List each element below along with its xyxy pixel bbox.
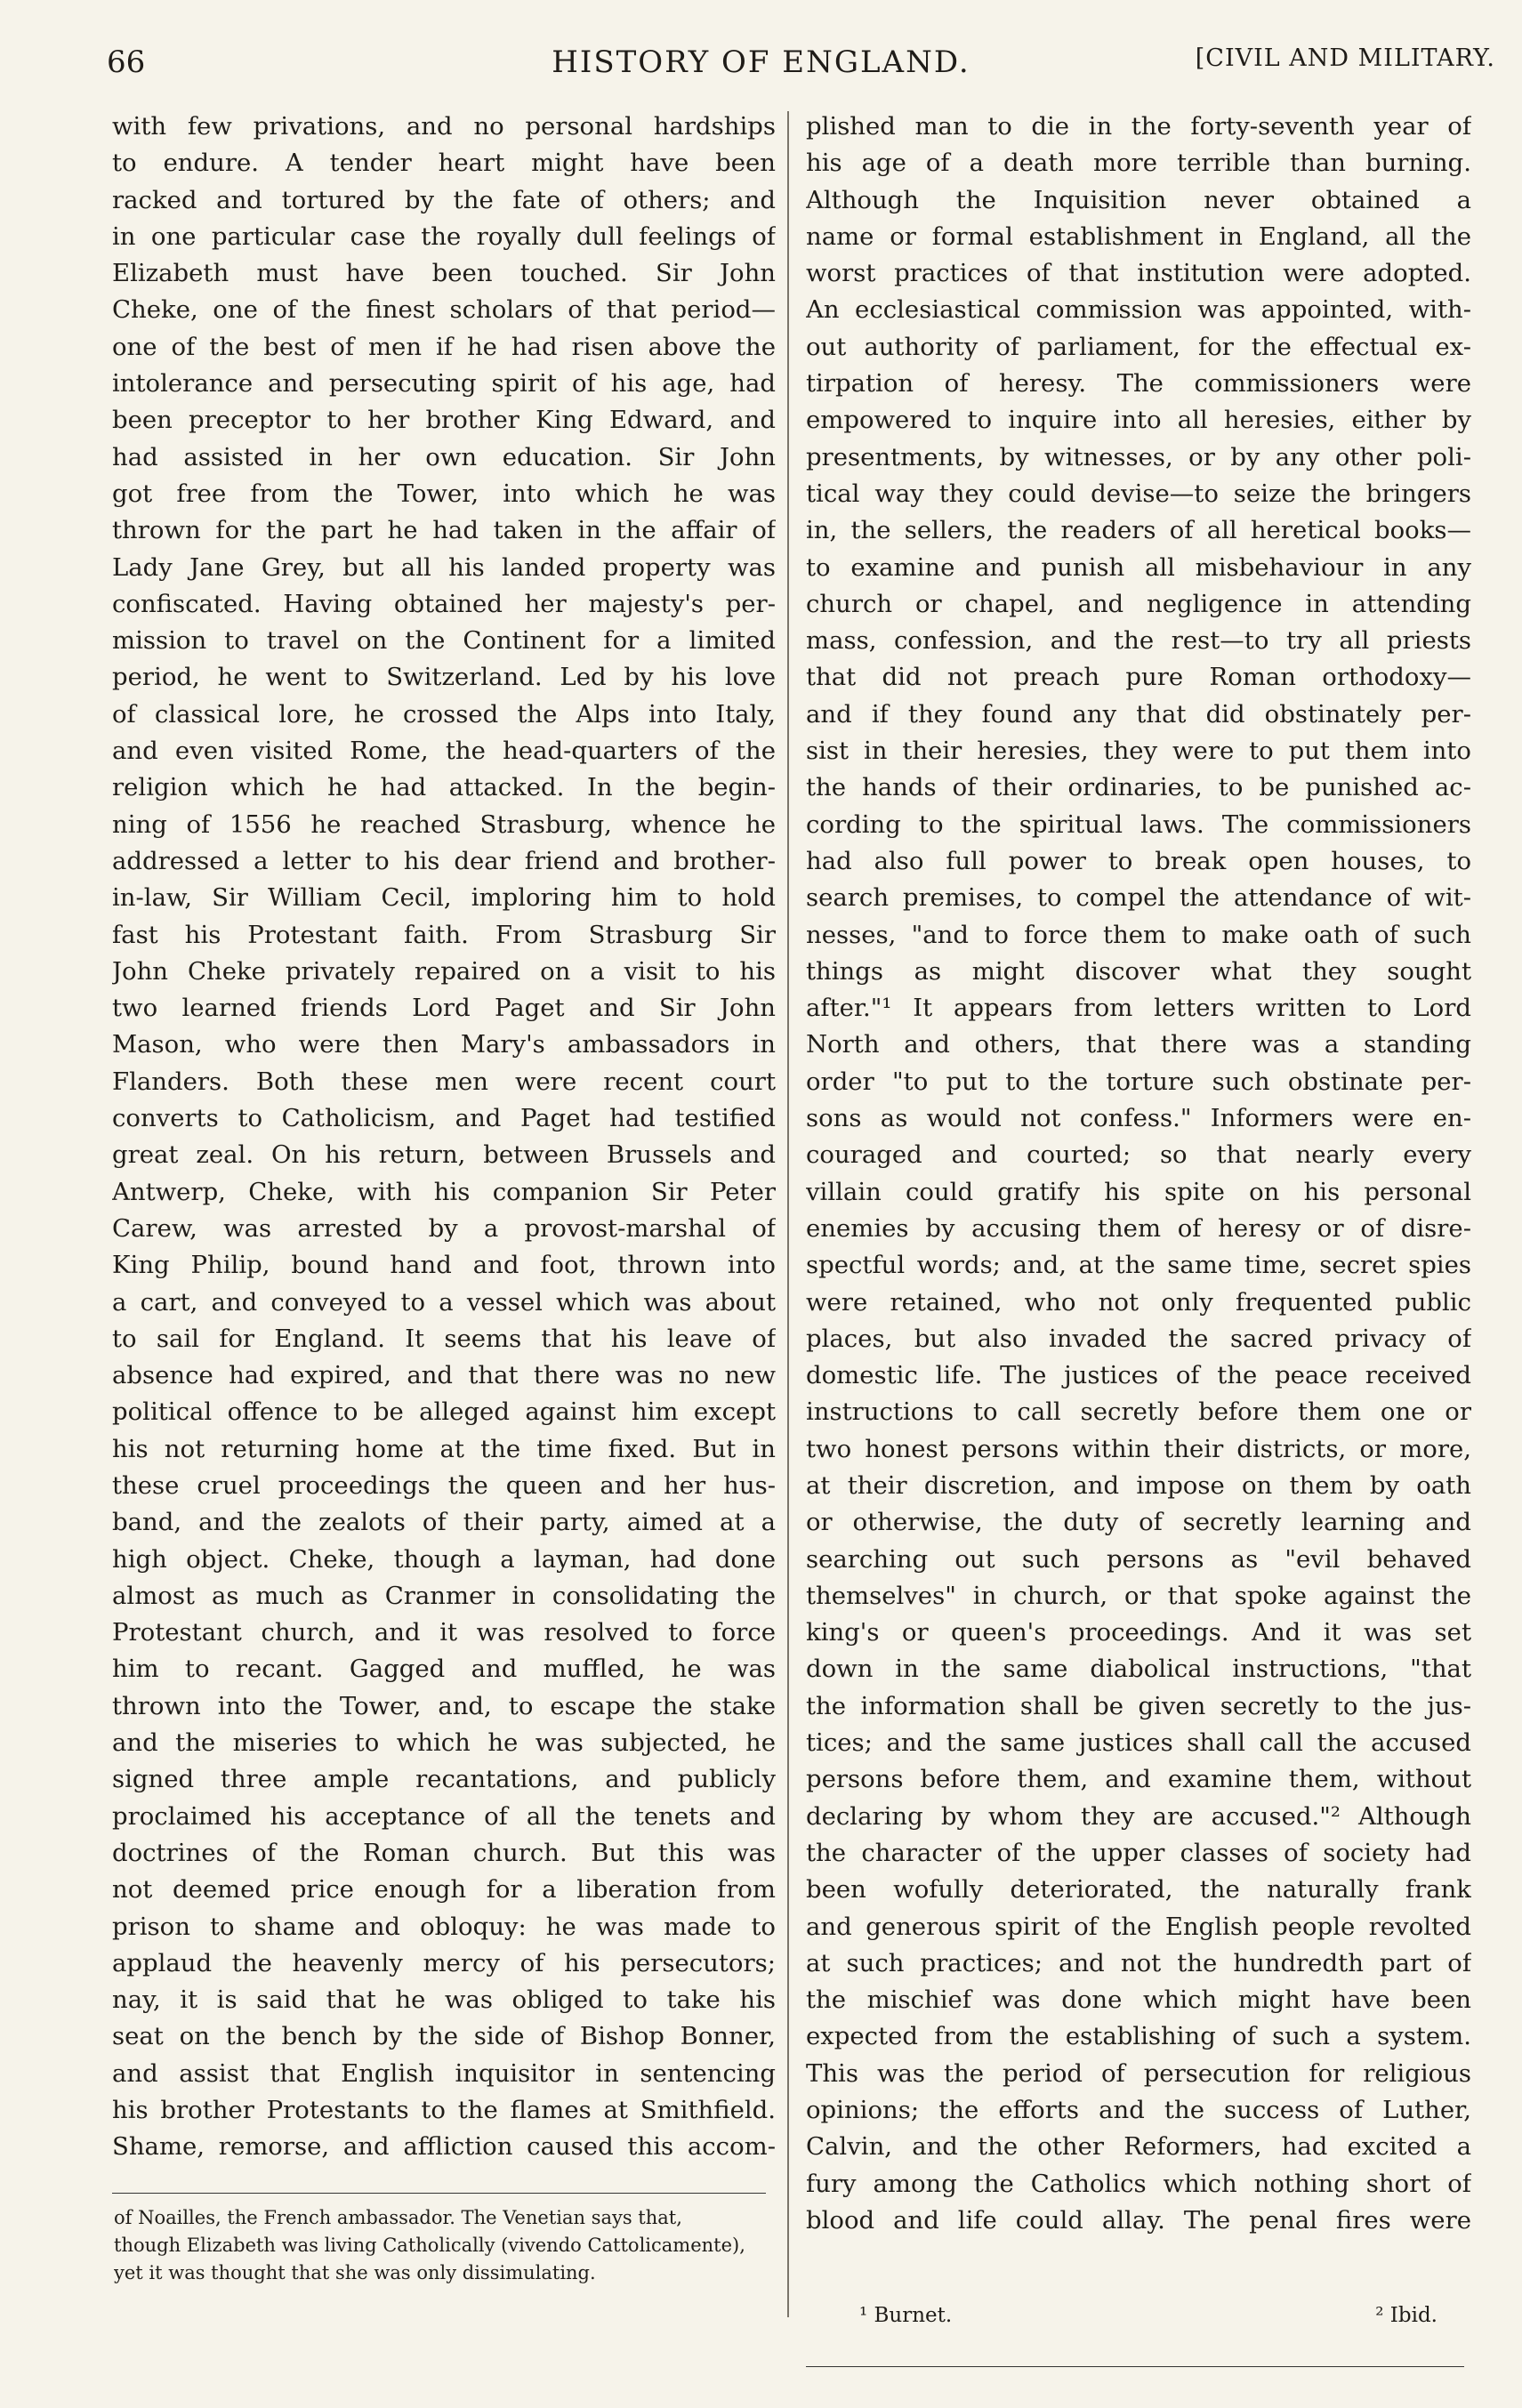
text-line: domestic life. The justices of the peace received bbox=[806, 1361, 1471, 1390]
text-line: his brother Protestants to the flames at Smithfield. bbox=[112, 2096, 776, 2125]
footnotes-right bbox=[806, 2304, 1464, 2340]
footnote-line: of Noailles, the French ambassador. The Venetian says that, bbox=[114, 2207, 682, 2228]
text-line: spectful words; and, at the same time, secret spies bbox=[806, 1251, 1471, 1280]
text-line: order "to put to the torture such obstinate per- bbox=[806, 1067, 1471, 1096]
text-line: been preceptor to her brother King Edward, and bbox=[112, 406, 776, 435]
text-line: king's or queen's proceedings. And it was set bbox=[806, 1618, 1471, 1647]
text-line: Cheke, one of the finest scholars of that period— bbox=[112, 295, 776, 325]
text-line: great zeal. On his return, between Brussels and bbox=[112, 1140, 776, 1170]
text-line: themselves" in church, or that spoke against the bbox=[806, 1581, 1471, 1610]
text-line: had also full power to break open houses, to bbox=[806, 846, 1471, 875]
text-line: Antwerp, Cheke, with his companion Sir Peter bbox=[112, 1177, 776, 1206]
text-line: declaring by whom they are accused."² Although bbox=[806, 1801, 1471, 1831]
page-number: 66 bbox=[107, 44, 146, 80]
text-line: a cart, and conveyed to a vessel which was about bbox=[112, 1287, 776, 1317]
text-line: and assist that English inquisitor in sentencing bbox=[112, 2058, 776, 2088]
text-line: searching out such persons as "evil behaved bbox=[806, 1544, 1471, 1574]
text-line: doctrines of the Roman church. But this was bbox=[112, 1838, 776, 1867]
text-line: of classical lore, he crossed the Alps into Italy, bbox=[112, 699, 776, 729]
text-line: sons as would not confess." Informers were en- bbox=[806, 1104, 1471, 1133]
text-line: with few privations, and no personal hardships bbox=[112, 112, 776, 141]
text-line: and the miseries to which he was subjected, he bbox=[112, 1728, 776, 1758]
text-line: addressed a letter to his dear friend and brother- bbox=[112, 846, 776, 875]
text-line: Calvin, and the other Reformers, had excited a bbox=[806, 2132, 1471, 2162]
text-line: fast his Protestant faith. From Strasburg Sir bbox=[112, 920, 776, 949]
text-line: to sail for England. It seems that his leave of bbox=[112, 1324, 776, 1353]
text-line: applaud the heavenly mercy of his persecutors; bbox=[112, 1948, 776, 1977]
text-line: his not returning home at the time fixed. But in bbox=[112, 1434, 776, 1463]
text-line: mass, confession, and the rest—to try all priests bbox=[806, 626, 1471, 656]
text-line: down in the same diabolical instructions, "that bbox=[806, 1655, 1471, 1684]
text-line: cording to the spiritual laws. The commissioners bbox=[806, 809, 1471, 839]
text-line: sist in their heresies, they were to put them into bbox=[806, 737, 1471, 766]
text-line: instructions to call secretly before them one or bbox=[806, 1397, 1471, 1427]
text-line: tices; and the same justices shall call the accused bbox=[806, 1728, 1471, 1758]
text-line: thrown into the Tower, and, to escape the stake bbox=[112, 1691, 776, 1720]
text-line: had assisted in her own education. Sir John bbox=[112, 442, 776, 471]
text-line: been wofully deteriorated, the naturally frank bbox=[806, 1875, 1471, 1905]
text-line: enemies by accusing them of heresy or of disre- bbox=[806, 1213, 1471, 1243]
text-line: at such practices; and not the hundredth part of bbox=[806, 1948, 1471, 1977]
text-line: blood and life could allay. The penal fires were bbox=[806, 2205, 1471, 2235]
text-line: North and others, that there was a standing bbox=[806, 1030, 1471, 1059]
footnote-line: yet it was thought that she was only dissimulating. bbox=[114, 2262, 596, 2283]
text-line: signed three ample recantations, and publicly bbox=[112, 1765, 776, 1794]
footnote-1: ¹ Burnet. bbox=[859, 2304, 953, 2327]
text-line: the mischief was done which might have been bbox=[806, 1985, 1471, 2015]
text-line: two learned friends Lord Paget and Sir John bbox=[112, 994, 776, 1023]
running-header bbox=[0, 44, 1522, 80]
text-line: not deemed price enough for a liberation from bbox=[112, 1875, 776, 1905]
text-line: search premises, to compel the attendance of wit- bbox=[806, 883, 1471, 913]
text-line: name or formal establishment in England, all the bbox=[806, 221, 1471, 251]
text-line: almost as much as Cranmer in consolidating the bbox=[112, 1581, 776, 1610]
text-line: his age of a death more terrible than burning. bbox=[806, 149, 1471, 178]
text-line: and generous spirit of the English people revolted bbox=[806, 1912, 1471, 1941]
text-line: proclaimed his acceptance of all the tenets and bbox=[112, 1801, 776, 1831]
text-line: Lady Jane Grey, but all his landed property was bbox=[112, 552, 776, 582]
text-line: confiscated. Having obtained her majesty's per- bbox=[112, 589, 776, 618]
text-line: were retained, who not only frequented public bbox=[806, 1287, 1471, 1317]
text-line: Flanders. Both these men were recent court bbox=[112, 1067, 776, 1096]
text-line: ning of 1556 he reached Strasburg, whence he bbox=[112, 809, 776, 839]
footnote-rule-left bbox=[112, 2193, 766, 2194]
text-line: got free from the Tower, into which he was bbox=[112, 479, 776, 508]
text-line: at their discretion, and impose on them by oath bbox=[806, 1470, 1471, 1500]
text-line: nay, it is said that he was obliged to take his bbox=[112, 1985, 776, 2015]
text-line: or otherwise, the duty of secretly learning and bbox=[806, 1508, 1471, 1537]
right-column bbox=[806, 109, 1471, 2239]
text-line: him to recant. Gagged and muffled, he was bbox=[112, 1655, 776, 1684]
section-title: [CIVIL AND MILITARY. bbox=[1195, 44, 1495, 72]
text-line: Mason, who were then Mary's ambassadors in bbox=[112, 1030, 776, 1059]
text-line: empowered to inquire into all heresies, either by bbox=[806, 406, 1471, 435]
text-line: persons before them, and examine them, without bbox=[806, 1765, 1471, 1794]
text-line: out authority of parliament, for the effectual ex- bbox=[806, 332, 1471, 361]
column-divider bbox=[787, 111, 789, 2317]
text-line: and if they found any that did obstinately per- bbox=[806, 699, 1471, 729]
text-line: intolerance and persecuting spirit of his age, had bbox=[112, 369, 776, 399]
text-line: places, but also invaded the sacred privacy of bbox=[806, 1324, 1471, 1353]
text-line: the character of the upper classes of society had bbox=[806, 1838, 1471, 1867]
footnote-2: ² Ibid. bbox=[1375, 2304, 1437, 2327]
text-line: tical way they could devise—to seize the bringers bbox=[806, 479, 1471, 508]
text-line: mission to travel on the Continent for a limited bbox=[112, 626, 776, 656]
footnote-rule-right bbox=[806, 2366, 1464, 2367]
text-line: and even visited Rome, the head-quarters of the bbox=[112, 737, 776, 766]
text-line: absence had expired, and that there was no new bbox=[112, 1361, 776, 1390]
text-line: King Philip, bound hand and foot, thrown into bbox=[112, 1251, 776, 1280]
text-line: presentments, by witnesses, or by any other poli- bbox=[806, 442, 1471, 471]
text-line: Carew, was arrested by a provost-marshal of bbox=[112, 1213, 776, 1243]
text-line: prison to shame and obloquy: he was made to bbox=[112, 1912, 776, 1941]
text-line: Protestant church, and it was resolved to force bbox=[112, 1618, 776, 1647]
text-line: to endure. A tender heart might have been bbox=[112, 149, 776, 178]
text-line: An ecclesiastical commission was appointed, with- bbox=[806, 295, 1471, 325]
text-line: in-law, Sir William Cecil, imploring him to hold bbox=[112, 883, 776, 913]
text-line: in, the sellers, the readers of all heretical books— bbox=[806, 516, 1471, 545]
text-line: two honest persons within their districts, or more, bbox=[806, 1434, 1471, 1463]
text-line: converts to Catholicism, and Paget had testified bbox=[112, 1104, 776, 1133]
text-line: the information shall be given secretly to the jus- bbox=[806, 1691, 1471, 1720]
left-column bbox=[112, 109, 776, 2166]
text-line: expected from the establishing of such a system. bbox=[806, 2022, 1471, 2051]
text-line: seat on the bench by the side of Bishop Bonner, bbox=[112, 2022, 776, 2051]
text-line: Shame, remorse, and affliction caused this accom- bbox=[112, 2132, 776, 2162]
text-line: racked and tortured by the fate of others; and bbox=[112, 185, 776, 214]
text-line: period, he went to Switzerland. Led by his love bbox=[112, 663, 776, 692]
text-line: to examine and punish all misbehaviour in any bbox=[806, 552, 1471, 582]
text-line: thrown for the part he had taken in the affair of bbox=[112, 516, 776, 545]
text-line: This was the period of persecution for religious bbox=[806, 2058, 1471, 2088]
text-line: John Cheke privately repaired on a visit to his bbox=[112, 956, 776, 986]
footnote-line: though Elizabeth was living Catholically (vivendo Cattolicamente), bbox=[114, 2235, 745, 2256]
text-line: Elizabeth must have been touched. Sir John bbox=[112, 259, 776, 288]
running-title: HISTORY OF ENGLAND. bbox=[552, 44, 970, 80]
footnotes-left bbox=[114, 2204, 772, 2287]
text-line: things as might discover what they sought bbox=[806, 956, 1471, 986]
text-line: one of the best of men if he had risen above the bbox=[112, 332, 776, 361]
text-line: plished man to die in the forty-seventh year of bbox=[806, 112, 1471, 141]
text-line: couraged and courted; so that nearly every bbox=[806, 1140, 1471, 1170]
text-line: high object. Cheke, though a layman, had done bbox=[112, 1544, 776, 1574]
text-line: that did not preach pure Roman orthodoxy— bbox=[806, 663, 1471, 692]
text-line: church or chapel, and negligence in attending bbox=[806, 589, 1471, 618]
text-line: villain could gratify his spite on his personal bbox=[806, 1177, 1471, 1206]
text-line: in one particular case the royally dull feelings of bbox=[112, 221, 776, 251]
text-line: fury among the Catholics which nothing short of bbox=[806, 2169, 1471, 2198]
text-line: opinions; the efforts and the success of Luther, bbox=[806, 2096, 1471, 2125]
text-line: tirpation of heresy. The commissioners were bbox=[806, 369, 1471, 399]
text-line: these cruel proceedings the queen and her hus- bbox=[112, 1470, 776, 1500]
text-line: the hands of their ordinaries, to be punished ac- bbox=[806, 773, 1471, 802]
text-line: Although the Inquisition never obtained a bbox=[806, 185, 1471, 214]
text-line: after."¹ It appears from letters written to Lord bbox=[806, 994, 1471, 1023]
text-line: nesses, "and to force them to make oath of such bbox=[806, 920, 1471, 949]
text-line: religion which he had attacked. In the begin- bbox=[112, 773, 776, 802]
text-line: band, and the zealots of their party, aimed at a bbox=[112, 1508, 776, 1537]
text-line: political offence to be alleged against him except bbox=[112, 1397, 776, 1427]
text-line: worst practices of that institution were adopted. bbox=[806, 259, 1471, 288]
